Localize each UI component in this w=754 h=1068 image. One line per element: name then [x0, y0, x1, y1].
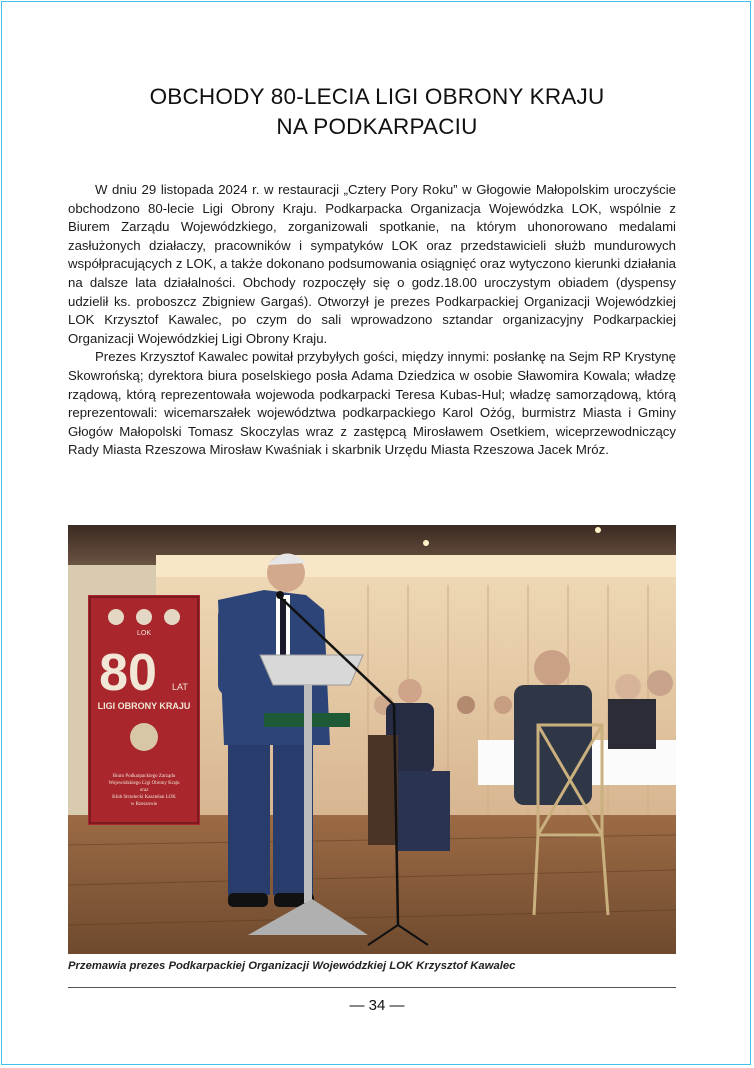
paragraph-1: W dniu 29 listopada 2024 r. w restauracji „Cztery Pory Roku” w Głogowie Małopolskim uroczyście obchodzono 80-lecie Ligi Obrony Kraju. Podkarpacka Organizacja Wojewódzka LOK, wspólnie z Biurem Zarządu Wojewódzkiego, zorganizowali spotkanie, na którym uhonorowano medalami zasłużonych działaczy, pracowników i sympatyków LOK oraz przedstawicieli służb mundurowych współpracujących z LOK, a także dokonano podsumowania osiągnięć oraz wytyczono kierunki działania na dalsze lata działalności. Obchody rozpoczęły się o godz.18.00 uroczystym obiadem (dyspensy udzielił ks. proboszcz Zbigniew Gargaś). Otworzył je prezes Podkarpackiej Organizacji Wojewódzkiej LOK Krzysztof Kawalec, po czym do sali wprowadzono sztandar organizacyjny Podkarpackiej Organizacji Wojewódzkiej Ligi Obrony Kraju. — [68, 182, 676, 346]
article-title — [0, 82, 754, 142]
banner-lok: LOK — [136, 630, 152, 637]
banner-footer-2: Wojewódzkiego Ligi Obrony Kraju — [108, 781, 180, 786]
footer-divider — [68, 987, 676, 988]
title-line-2: NA PODKARPACIU — [276, 114, 478, 139]
page-number: — 34 — — [349, 997, 405, 1014]
banner-lat: LAT — [172, 682, 188, 692]
banner-org: LIGI OBRONY KRAJU — [97, 701, 191, 711]
banner-footer-3: oraz — [139, 788, 149, 793]
article-body — [68, 181, 676, 460]
banner-footer-5: w Rzeszowie — [130, 802, 158, 807]
event-photo — [68, 525, 676, 954]
title-line-1: OBCHODY 80-LECIA LIGI OBRONY KRAJU — [149, 84, 605, 109]
banner-number: 80 — [99, 644, 157, 702]
paragraph-2: Prezes Krzysztof Kawalec powitał przybyłych gości, między innymi: posłankę na Sejm RP Krystynę Skowrońską; dyrektora biura poselskiego posła Adama Dziedzica w osobie Sławomira Kowala; władzę rządową, którą reprezentowała wojewoda podkarpacki Teresa Kubas-Hul; władzę samorządową, którą reprezentowali: wicemarszałek województwa podkarpackiego Karol Ożóg, burmistrz Miasta i Gminy Głogów Małopolski Tomasz Skoczylas wraz z zastępcą Mirosławem Osetkiem, wiceprzewodniczący Rady Miasta Rzeszowa Mirosław Kwaśniak i skarbnik Urzędu Miasta Rzeszowa Jacek Mróz. — [68, 349, 676, 458]
event-photo-illustration — [68, 525, 676, 954]
banner-footer-4: Klub Strzelecki Kasztelan LOK — [112, 795, 176, 800]
photo-caption: Przemawia prezes Podkarpackiej Organizacji Wojewódzkiej LOK Krzysztof Kawalec — [68, 960, 516, 972]
banner-footer-1: Biuro Podkarpackiego Zarządu — [112, 774, 176, 779]
